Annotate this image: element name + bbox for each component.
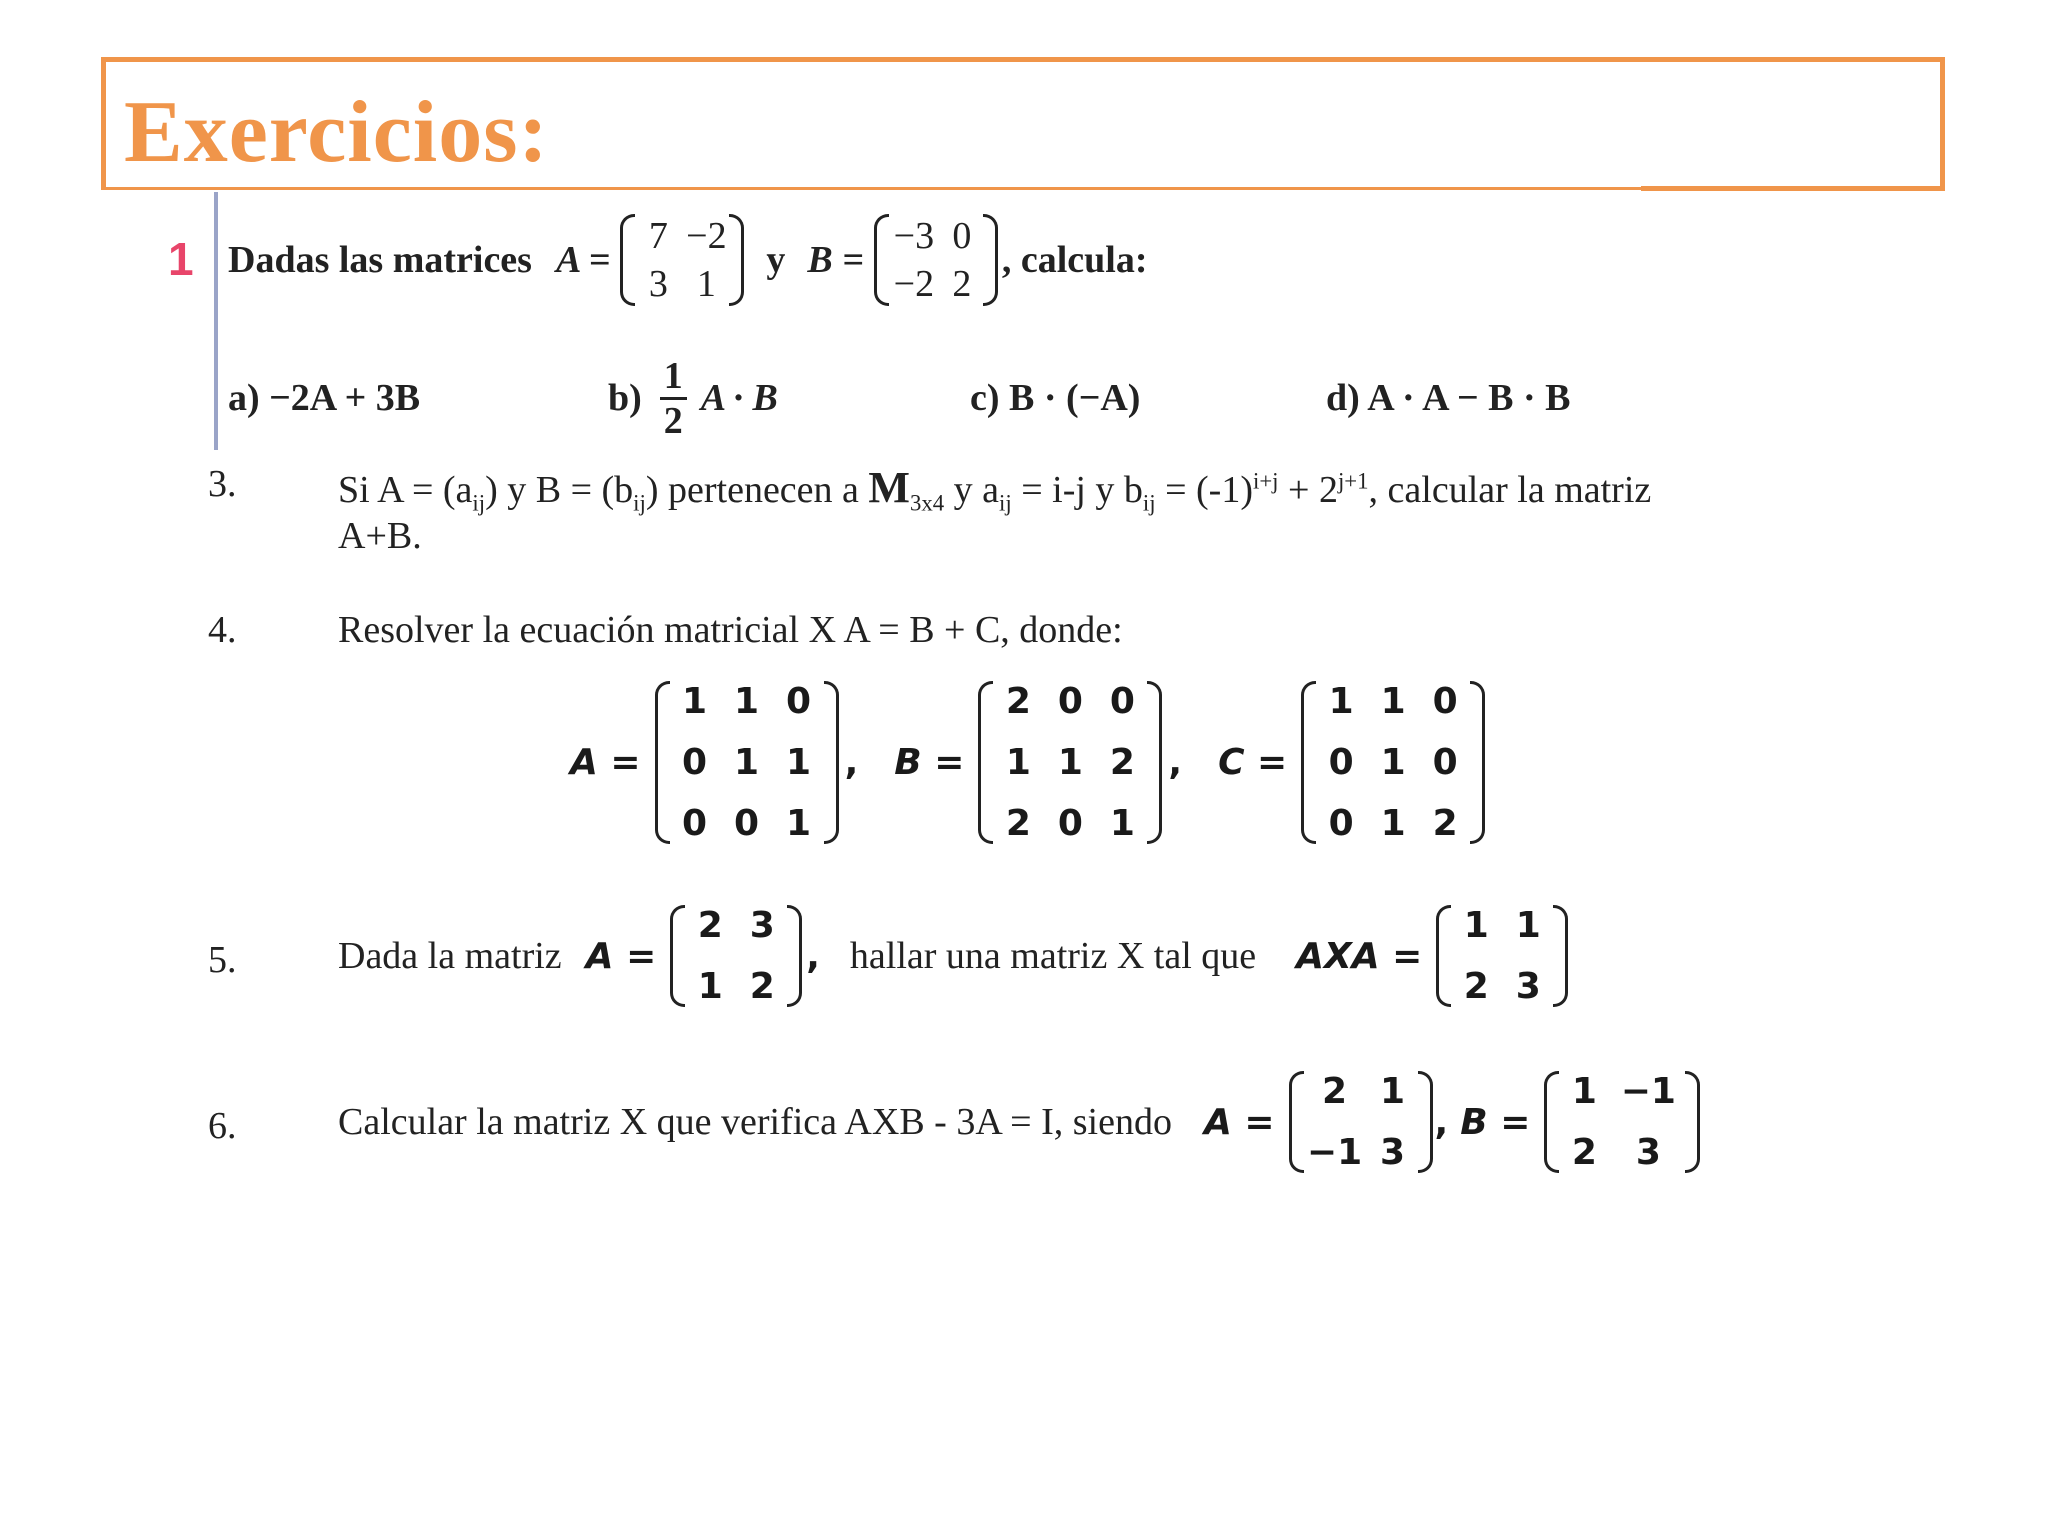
exercise-5-number: 5. — [208, 939, 237, 981]
matrix-cell: 1 — [1380, 741, 1406, 783]
separator-comma: , — [1168, 741, 1183, 783]
matrix-cell: 3 — [1380, 1132, 1406, 1173]
text-run: = (-1) — [1155, 469, 1253, 511]
exercise-6-number: 6. — [208, 1105, 237, 1147]
exercise-6-statement: Calcular la matriz X que verifica AXB - 3A = I, siendo A = 2 1 −1 3 , B = 1 −1 2 3 — [338, 1060, 1700, 1184]
matrix-cell: 2 — [1571, 1132, 1597, 1173]
exercise-1-statement — [228, 207, 1148, 313]
matrix-b-2x2 — [1544, 1071, 1700, 1173]
matrix-cell: 2 — [1005, 802, 1031, 844]
one-half-fraction — [660, 354, 687, 442]
matrix-cell: 0 — [1057, 802, 1083, 844]
matrix-cell: 1 — [1005, 741, 1031, 783]
exercise-3-number: 3. — [208, 463, 237, 505]
matrix-cell: 2 — [1322, 1071, 1348, 1112]
exercise-6-text: Calcular la matriz X que verifica AXB - 3A = I, siendo — [338, 1101, 1172, 1143]
matrix-cell: −1 — [1306, 1132, 1363, 1173]
part-b-expression: A · B — [700, 377, 778, 419]
matrix-cell: 2 — [952, 263, 972, 305]
exercise-4-number: 4. — [208, 609, 237, 651]
exercise-1-part-d — [1326, 358, 1570, 438]
matrix-a-label: A = — [570, 741, 641, 783]
matrix-a-label: A = — [555, 239, 611, 281]
text-run: Si A = (a — [338, 469, 473, 511]
page-title: Exercicios: — [124, 84, 549, 181]
subscript: ij — [1142, 490, 1156, 516]
matrix-cell: 0 — [1057, 680, 1083, 722]
subscript: 3x4 — [909, 490, 945, 516]
matrix-cell: 0 — [1328, 741, 1354, 783]
exercise-3-text — [338, 462, 1651, 517]
exercise-4-text: Resolver la ecuación matricial X A = B + C, donde: — [338, 609, 1123, 651]
matrix-cell: 1 — [697, 966, 723, 1007]
matrix-b-label: B = — [1460, 1101, 1531, 1143]
matrix-cell: −1 — [1620, 1071, 1676, 1112]
matrix-cell: 3 — [1515, 966, 1541, 1007]
matrix-cell: 1 — [1057, 741, 1083, 783]
text-run: = i-j y b — [1011, 469, 1143, 511]
matrix-cell: 7 — [648, 215, 668, 257]
matrix-cell: −3 — [893, 215, 935, 257]
matrix-cell: 3 — [1635, 1132, 1661, 1173]
matrix-cell: 0 — [682, 802, 708, 844]
conjunction-y: y — [766, 239, 786, 281]
matrix-b-3x3 — [978, 681, 1162, 844]
exercise-1-part-c — [970, 358, 1140, 438]
matrix-cell: 1 — [786, 802, 812, 844]
exercise-3-line-2: A+B. — [338, 515, 422, 557]
exercise-5-condition: hallar una matriz X tal que — [849, 935, 1257, 977]
calcula-text: , calcula: — [1001, 239, 1148, 281]
text-run: ) pertenecen a — [645, 469, 869, 511]
matrix-cell: 0 — [1328, 802, 1354, 844]
subscript: ij — [472, 490, 486, 516]
part-b-prefix: b) — [608, 377, 642, 419]
matrix-cell: 1 — [1109, 802, 1135, 844]
matrix-cell: 1 — [1463, 905, 1489, 946]
exercise-1-sidebar — [214, 192, 218, 450]
matrix-a-2x2 — [670, 905, 802, 1007]
matrix-a-label: A = — [585, 935, 657, 977]
exercise-1-intro: Dadas las matrices — [228, 239, 532, 281]
matrix-cell: 1 — [1515, 905, 1541, 946]
matrix-cell: 1 — [696, 263, 716, 305]
matrix-b-label: B = — [894, 741, 965, 783]
matrix-cell: 1 — [734, 741, 760, 783]
matrix-cell: 2 — [1432, 802, 1458, 844]
matrix-cell: 0 — [734, 802, 760, 844]
superscript: i+j — [1252, 468, 1279, 494]
exercise-1-part-b — [608, 354, 778, 442]
matrix-cell: 0 — [1109, 680, 1135, 722]
matrix-cell: 2 — [697, 905, 723, 946]
matrix-a-3x3 — [655, 681, 839, 844]
subscript: ij — [999, 490, 1012, 516]
matrix-c-label: C = — [1218, 741, 1288, 783]
matrix-cell: 0 — [952, 215, 972, 257]
matrix-cell: 2 — [749, 966, 775, 1007]
matrix-cell: 1 — [1328, 680, 1354, 722]
axa-label: AXA = — [1296, 935, 1423, 977]
matrix-cell: −2 — [893, 263, 935, 305]
matrix-b-label: B = — [807, 239, 864, 281]
matrix-cell: 0 — [786, 680, 812, 722]
matrix-cell: 0 — [682, 741, 708, 783]
matrix-space-symbol: M — [868, 463, 910, 512]
matrix-cell: 2 — [1005, 680, 1031, 722]
title-underline-accent — [1641, 186, 1945, 191]
exercise-5-statement: Dada la matriz A = 2 3 1 2 , hallar una matriz X tal que AXA = 1 1 2 3 — [338, 896, 1568, 1016]
text-run: + 2 — [1278, 469, 1338, 511]
title-underline — [101, 187, 1641, 190]
matrix-cell: 1 — [786, 741, 812, 783]
text-run: y a — [944, 469, 1000, 511]
matrix-cell: 1 — [1380, 680, 1406, 722]
exercise-1-part-a — [228, 358, 420, 438]
exercise-1-number: 1 — [168, 233, 194, 285]
matrix-cell: 1 — [1380, 1071, 1406, 1112]
matrix-cell: −2 — [686, 215, 727, 257]
matrix-a — [620, 214, 744, 306]
matrix-a-label: A = — [1203, 1101, 1275, 1143]
matrix-cell: 1 — [1380, 802, 1406, 844]
fraction-numerator: 1 — [660, 357, 687, 400]
part-d-text: d) A · A − B · B — [1326, 377, 1571, 419]
matrix-cell: 0 — [1432, 741, 1458, 783]
matrix-cell: 1 — [682, 680, 708, 722]
matrix-result-2x2 — [1436, 905, 1568, 1007]
text-run: , calcular la matriz — [1368, 469, 1652, 511]
matrix-cell: 3 — [749, 905, 775, 946]
exercise-4-matrices — [570, 672, 1485, 852]
superscript: j+1 — [1337, 468, 1369, 494]
text-run: ) y B = (b — [485, 469, 634, 511]
exercise-5-intro: Dada la matriz — [338, 935, 562, 977]
separator-comma: , — [844, 741, 859, 783]
fraction-denominator: 2 — [663, 399, 683, 442]
matrix-cell: 1 — [734, 680, 760, 722]
matrix-cell: 2 — [1109, 741, 1135, 783]
matrix-cell: 1 — [1571, 1071, 1597, 1112]
matrix-b — [874, 214, 998, 306]
matrix-cell: 2 — [1463, 966, 1489, 1007]
matrix-cell: 0 — [1432, 680, 1458, 722]
subscript: ij — [633, 490, 646, 516]
matrix-a-2x2 — [1289, 1071, 1433, 1173]
part-c-text: c) B · (−A) — [970, 377, 1141, 419]
part-a-text: a) −2A + 3B — [228, 377, 421, 419]
matrix-c-3x3 — [1301, 681, 1485, 844]
matrix-cell: 3 — [648, 263, 668, 305]
